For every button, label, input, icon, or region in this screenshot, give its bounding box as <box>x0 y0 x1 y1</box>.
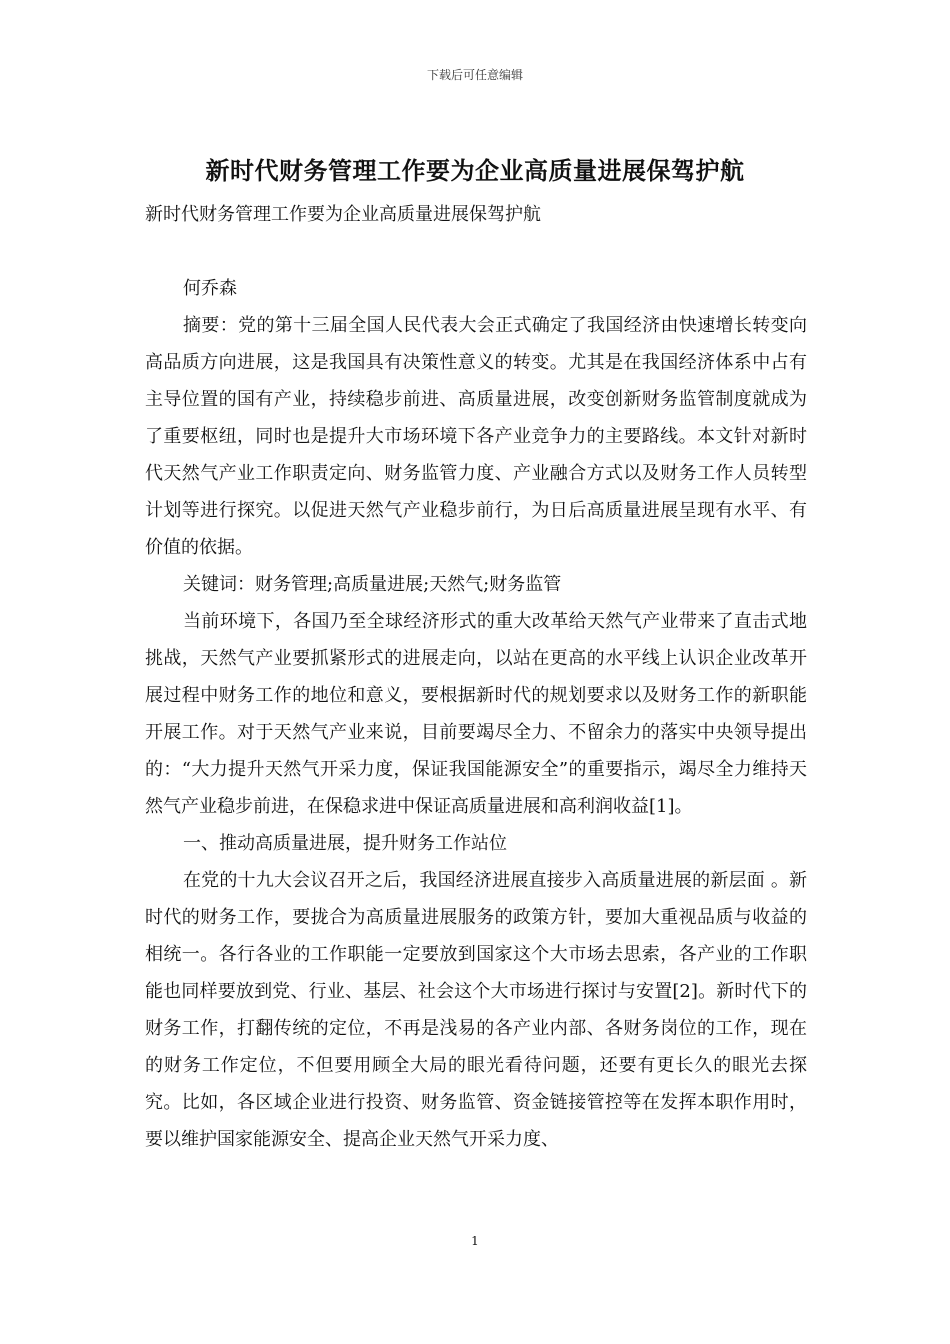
section-heading-1: 一、推动高质量进展，提升财务工作站位 <box>183 833 507 854</box>
abstract-paragraph: 摘要：党的第十三届全国人民代表大会正式确定了我国经济由快速增长转变向高品质方向进展，这是我国具有决策性意义的转变。尤其是在我国经济体系中占有主导位置的国有产业，持续稳步前进、高质量进展，改变创新财务监管制度就成为了重要枢纽，同时也是提升大市场环境下各产业竞争力的主要路线。本文针对新时代天然气产业工作职责定向、财务监管力度、产业融合方式以及财务工作人员转型计划等进行探究。以促进天然气产业稳步前行，为日后高质量进展呈现有水平、有价值的依据。 <box>145 315 807 558</box>
document-body <box>145 196 807 1158</box>
page-number: 1 <box>471 1234 479 1248</box>
author-name: 何乔森 <box>183 278 237 299</box>
body-paragraph-1: 当前环境下，各国乃至全球经济形式的重大改革给天然气产业带来了直击式地挑战，天然气产业要抓紧形式的进展走向，以站在更高的水平线上认识企业改革开展过程中财务工作的地位和意义，要根据新时代的规划要求以及财务工作的新职能开展工作。对于天然气产业来说，目前要竭尽全力、不留余力的落实中央领导提出的：“大力提升天然气开采力度，保证我国能源安全”的重要指示，竭尽全力维持天然气产业稳步前进，在保稳求进中保证高质量进展和高利润收益[1]。 <box>145 611 807 817</box>
body-paragraph-2: 在党的十九大会议召开之后，我国经济进展直接步入高质量进展的新层面 。新时代的财务工作，要拢合为高质量进展服务的政策方针，要加大重视品质与收益的相统一。各行各业的工作职能一定要放到国家这个大市场去思索，各产业的工作职能也同样要放到党、行业、基层、社会这个大市场进行探讨与安置[2]。新时代下的财务工作，打翻传统的定位，不再是浅易的各产业内部、各财务岗位的工作，现在的财务工作定位，不但要用顾全大局的眼光看待问题，还要有更长久的眼光去探究。比如，各区域企业进行投资、财务监管、资金链接管控等在发挥本职作用时，要以维护国家能源安全、提高企业天然气开采力度、 <box>145 870 807 1150</box>
document-subtitle: 新时代财务管理工作要为企业高质量进展保驾护航 <box>145 204 541 225</box>
keywords-line: 关键词：财务管理;高质量进展;天然气;财务监管 <box>183 574 562 595</box>
document-title: 新时代财务管理工作要为企业高质量进展保驾护航 <box>205 156 745 185</box>
page-header-note: 下载后可任意编辑 <box>426 68 523 82</box>
blank-line <box>145 233 807 270</box>
